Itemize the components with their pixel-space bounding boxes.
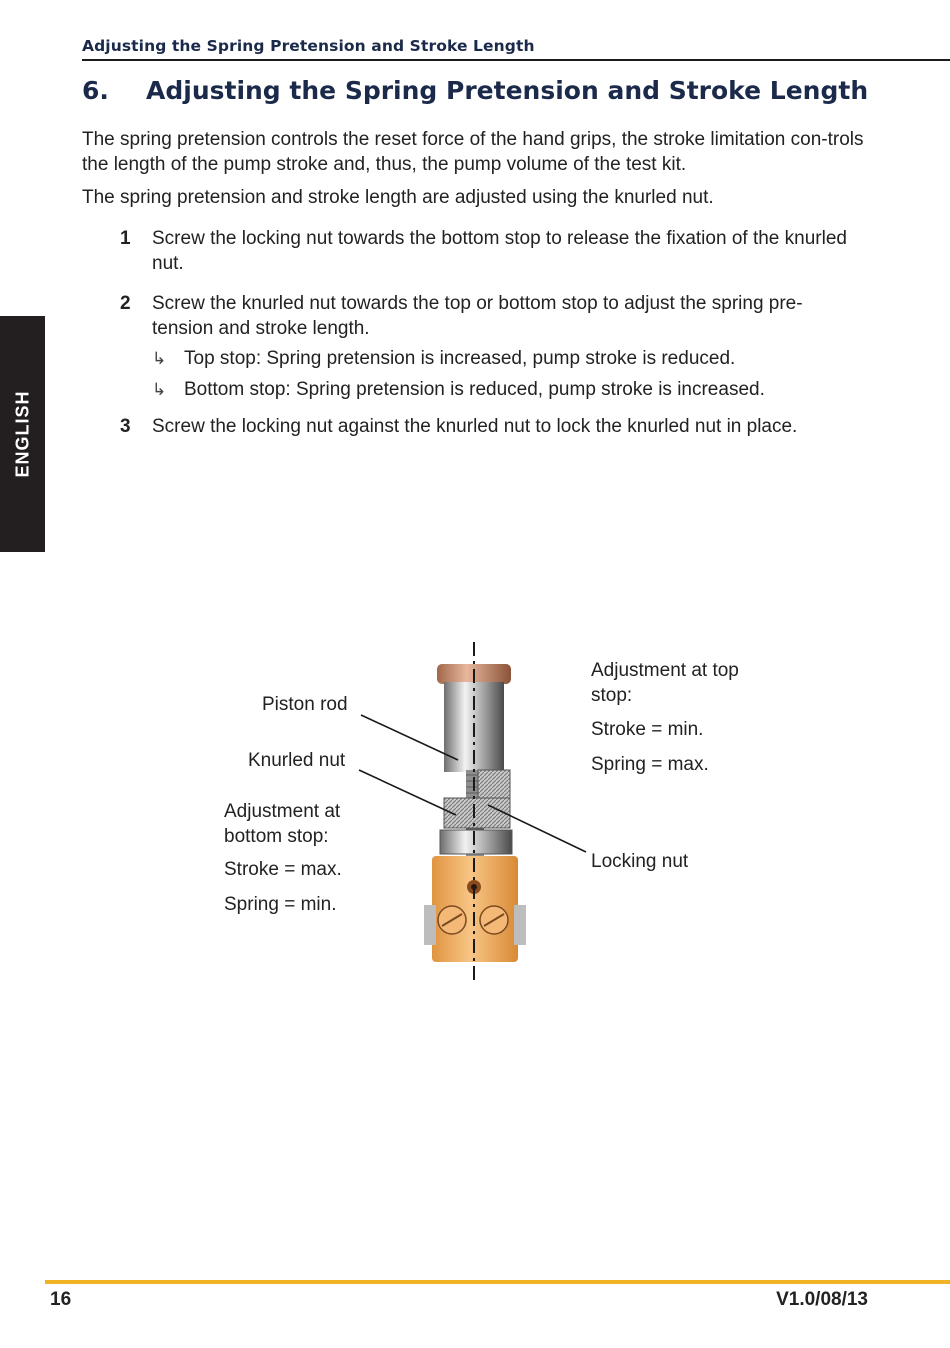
running-header: Adjusting the Spring Pretension and Stroke Length (82, 37, 535, 55)
step-text: Screw the locking nut towards the bottom stop to release the fixation of the knurled nut. (152, 228, 847, 274)
result-text: Bottom stop: Spring pretension is reduced, pump stroke is increased. (184, 379, 765, 400)
label-locking-nut: Locking nut (591, 851, 689, 872)
page-number: 16 (50, 1289, 72, 1310)
label-knurled-nut: Knurled nut (248, 750, 346, 771)
knurled-nut-shape (444, 798, 510, 828)
section-number: 6. (82, 76, 109, 105)
version-label: V1.0/08/13 (776, 1289, 868, 1310)
label-top-spring: Spring = max. (591, 754, 709, 775)
label-top-stop-title: Adjustment at top stop: (591, 660, 739, 706)
step-number: 3 (120, 416, 131, 437)
label-top-stroke: Stroke = min. (591, 719, 704, 740)
section-heading: Adjusting the Spring Pretension and Stroke Length (146, 76, 869, 105)
locking-nut-shape (440, 830, 512, 854)
intro-paragraph: The spring pretension controls the reset force of the hand grips, the stroke limitation con-trols the length of the pump stroke and, thus, the pump volume of the test kit. (82, 129, 864, 175)
result-arrow-icon: ↳ (152, 380, 167, 399)
adjust-paragraph: The spring pretension and stroke length are adjusted using the knurled nut. (82, 187, 714, 208)
step-text: Screw the locking nut against the knurled nut to lock the knurled nut in place. (152, 416, 798, 437)
label-bottom-spring: Spring = min. (224, 894, 337, 915)
step-text: Screw the knurled nut towards the top or bottom stop to adjust the spring pre-tension and stroke length. (152, 293, 803, 339)
step-number: 1 (120, 228, 131, 249)
label-bottom-stroke: Stroke = max. (224, 859, 342, 880)
result-text: Top stop: Spring pretension is increased, pump stroke is reduced. (184, 348, 736, 369)
step-number: 2 (120, 293, 131, 314)
language-tab-label: ENGLISH (12, 390, 32, 478)
label-bottom-stop-title: Adjustment at bottom stop: (224, 801, 341, 847)
leader-piston-rod (361, 715, 458, 760)
knurled-collar-right (478, 770, 510, 798)
footer-rule (45, 1280, 950, 1284)
result-arrow-icon: ↳ (152, 349, 167, 368)
label-piston-rod: Piston rod (262, 694, 348, 715)
